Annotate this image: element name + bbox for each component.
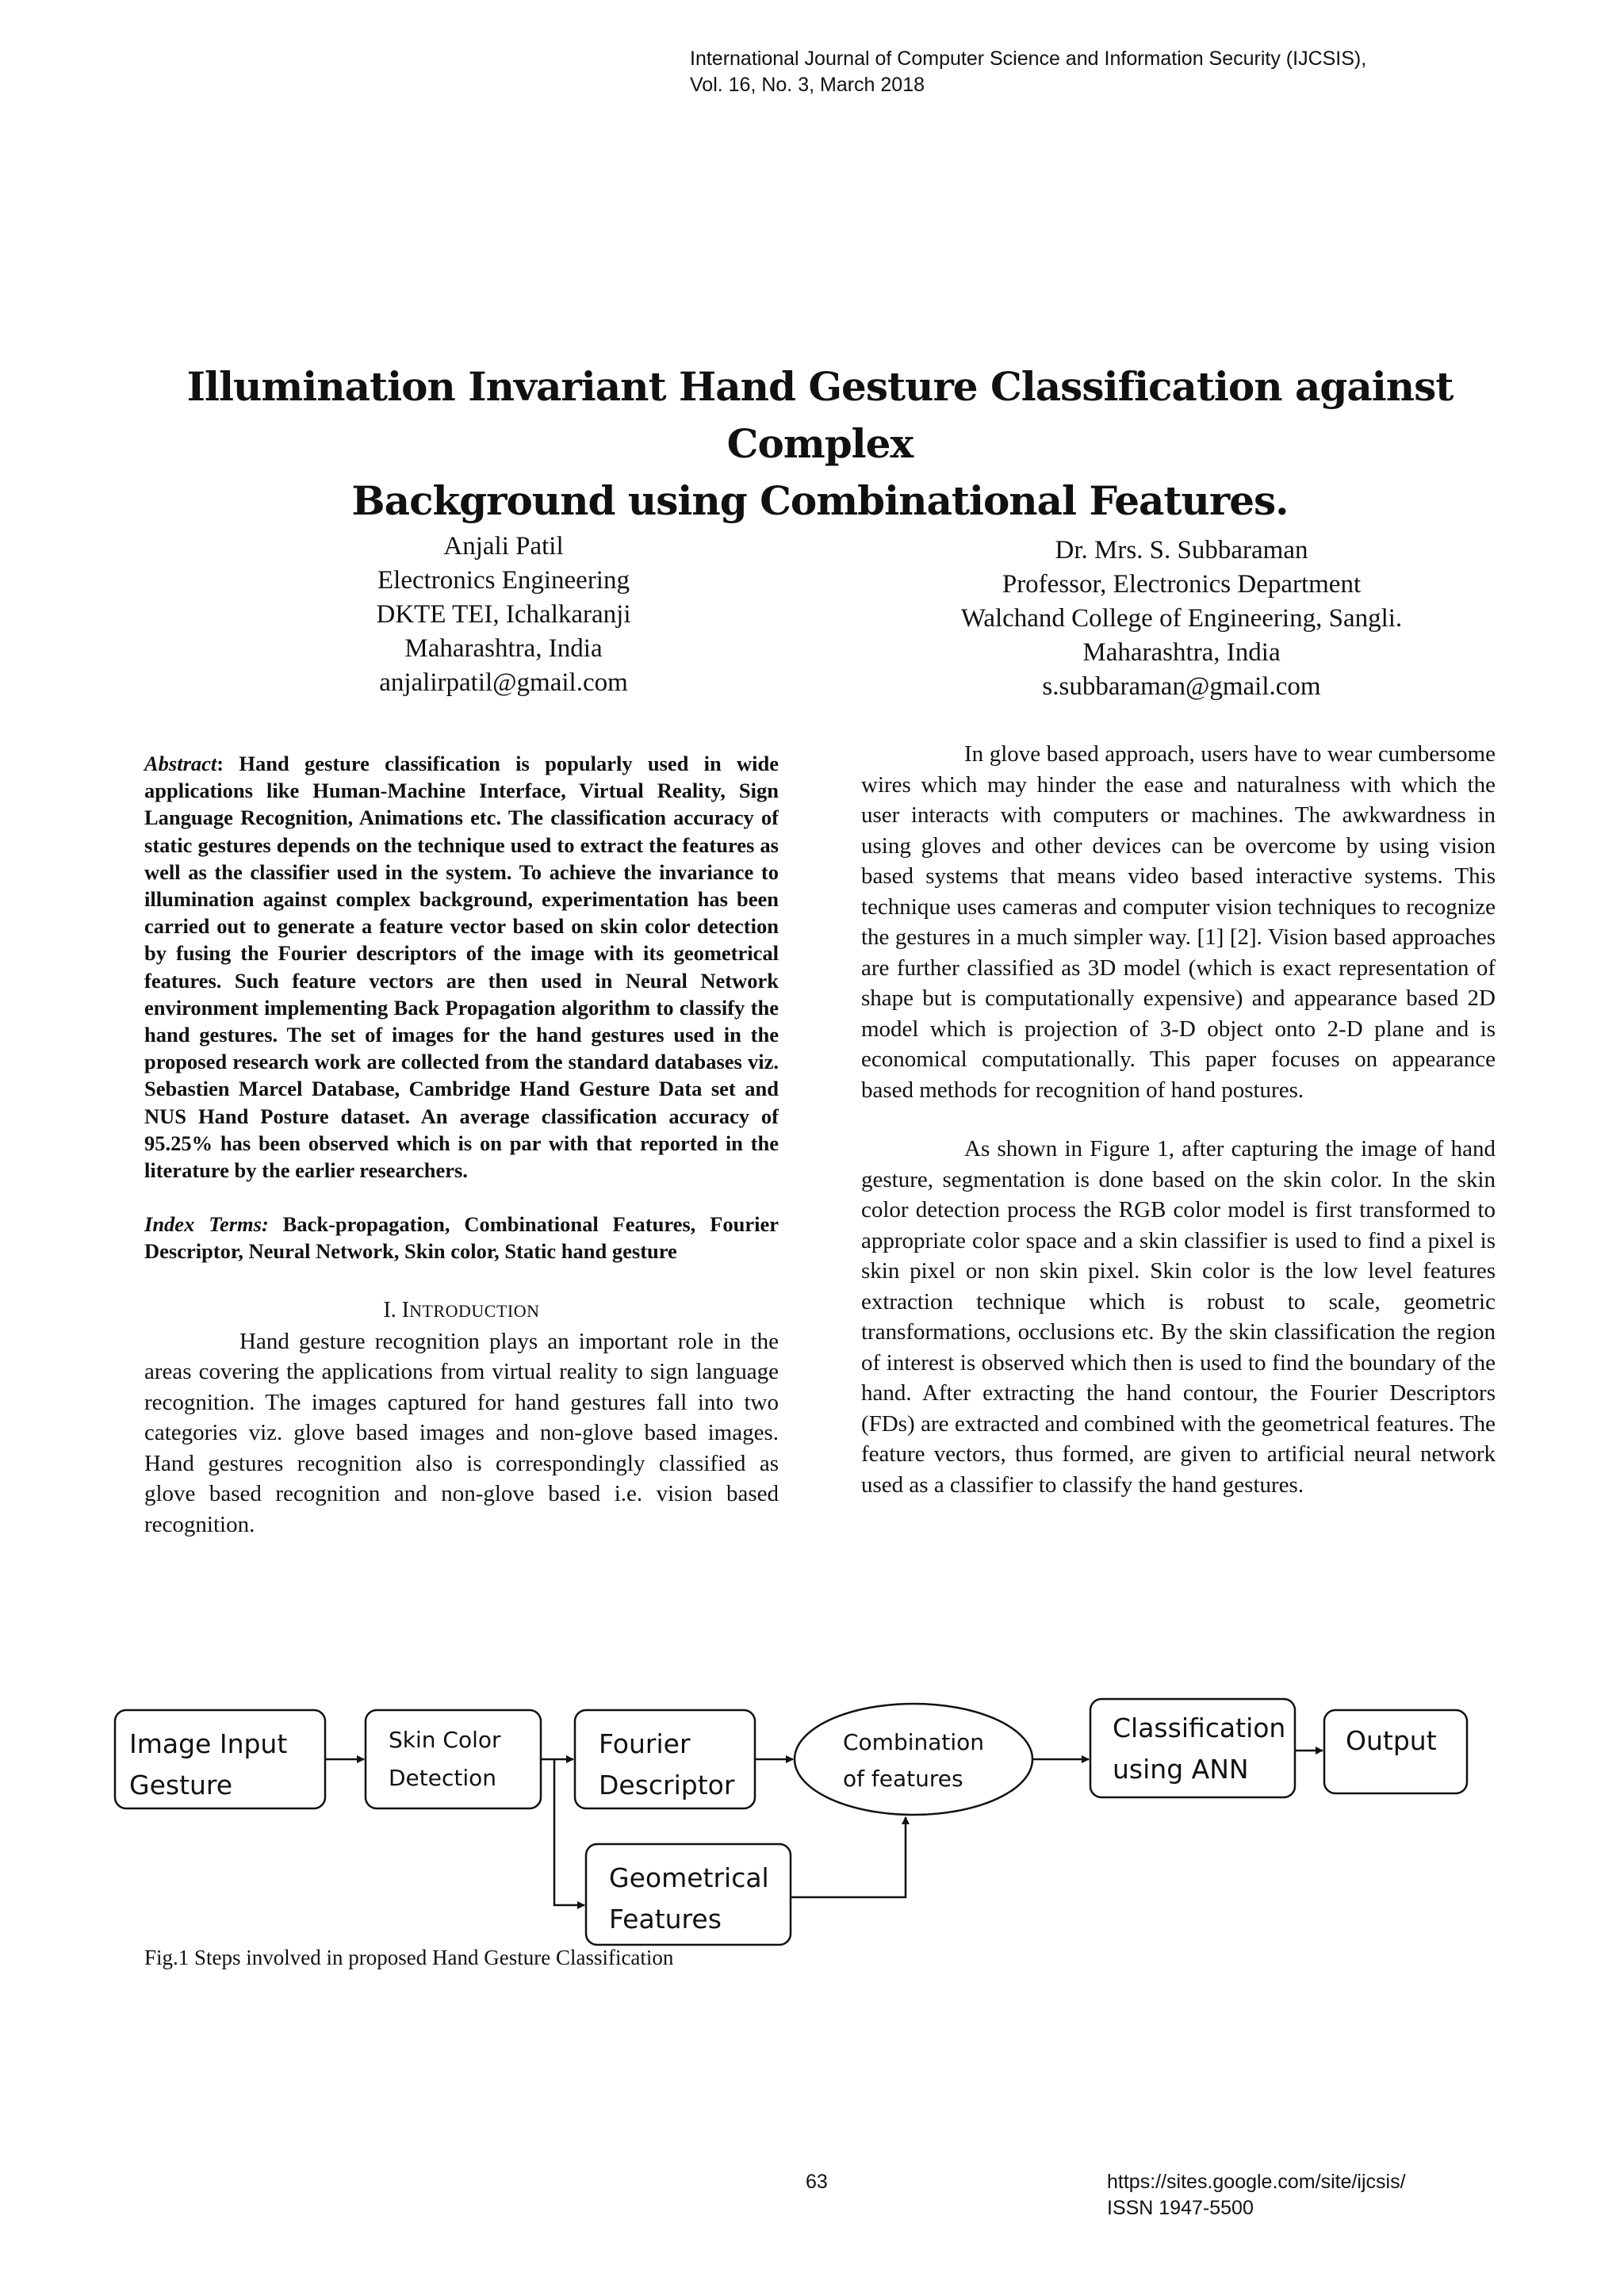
section-heading-introduction xyxy=(144,1295,779,1326)
edge-geometrical-combination xyxy=(791,1817,906,1897)
figure-caption: Fig.1 Steps involved in proposed Hand Gesture Classification xyxy=(144,1946,674,1969)
node-label: Geometrical xyxy=(609,1862,769,1893)
author-email: s.subbaraman@gmail.com xyxy=(1042,672,1321,701)
author-region: Maharashtra, India xyxy=(1082,638,1281,667)
author-name: Dr. Mrs. S. Subbaraman xyxy=(1055,536,1308,564)
node-label: Gesture xyxy=(129,1770,233,1800)
author-dept: Professor, Electronics Department xyxy=(1002,570,1362,599)
author-region: Maharashtra, India xyxy=(404,634,603,663)
body-paragraph-2: As shown in Figure 1, after capturing the image of hand gesture, segmentation is done based on the skin color. In the skin color detection process the RGB color model is first transformed to appropriate color space and a skin classifier is used to find a pixel is skin pixel or non skin pixel. Skin color is the low level features extraction technique which is robust to scale, geometric transformations, occlusions etc. By the skin classification the region of interest is observed which then is used to find the boundary of the hand. After extracting the hand contour, the Fourier Descriptors (FDs) are extracted and combined with the geometrical features. The feature vectors, thus formed, are given to artificial neural network used as a classifier to classify the hand gestures. xyxy=(861,1136,1496,1498)
abstract-text: Hand gesture classification is popularly used in wide applications like Human-Machine Interface, Virtual Reality, Sign Language Recognition, Animations etc. The classification accuracy of static gestures depends on the technique used to extract the features as well as the classifier used in the system. To achieve the invariance to illumination against complex background, experimentation has been carried out to generate a feature vector based on skin color detection by fusing the Fourier descriptors of the image with its geometrical features. Such feature vectors are then used in Neural Network environment implementing Back Propagation algorithm to classify the hand gestures. The set of images for the hand gestures used in the proposed research work are collected from the standard databases viz. Sebastien Marcel Database, Cambridge Hand Gesture Data set and NUS Hand Posture dataset. An average classification accuracy of 95.25% has been observed which is on par with that reported in the literature by the earlier researchers. xyxy=(144,752,779,1183)
node-label: Fourier xyxy=(599,1728,691,1759)
journal-name: International Journal of Computer Science and Information Security (IJCSIS), xyxy=(690,48,1367,70)
section-heading-rest: NTRODUCTION xyxy=(409,1300,540,1321)
journal-header xyxy=(690,46,1366,98)
abstract-sep: : xyxy=(216,752,224,775)
footer-right xyxy=(1107,2169,1406,2221)
node-label: using ANN xyxy=(1113,1754,1249,1785)
author-block-2 xyxy=(880,534,1483,704)
author-institution: DKTE TEI, Ichalkaranji xyxy=(376,600,631,629)
edge-skin-geometrical xyxy=(554,1759,584,1905)
node-skin-color xyxy=(366,1710,541,1808)
journal-volume: Vol. 16, No. 3, March 2018 xyxy=(690,74,925,96)
author-block-1 xyxy=(262,530,745,700)
flow-diagram xyxy=(103,1697,1499,1966)
node-label: Classification xyxy=(1113,1712,1286,1743)
node-label: Features xyxy=(609,1904,722,1934)
section-numeral: I. xyxy=(383,1297,402,1322)
node-label: Skin Color xyxy=(389,1727,501,1753)
intro-paragraph: Hand gesture recognition plays an important role in the areas covering the applications from virtual reality to sign language recognition. The images captured for hand gestures fall into two categories viz. glove based images and non-glove based images. Hand gestures recognition also is correspondingly classified as glove based recognition and non-glove based i.e. vision based recognition. xyxy=(144,1328,779,1537)
index-terms xyxy=(144,1211,779,1265)
title-line-1: Illumination Invariant Hand Gesture Classification against Complex xyxy=(186,363,1454,467)
index-terms-text: Back-propagation, Combinational Features, Fourier Descriptor, Neural Network, Skin color, Static hand gesture xyxy=(144,1212,779,1264)
body-paragraph-1: In glove based approach, users have to wear cumbersome wires which may hinder the ease and naturalness with which the user interacts with computers or machines. The awkwardness in using gloves and other devices can be overcome by using vision based systems that means video based interactive systems. This technique uses cameras and computer vision techniques to recognize the gestures in a much simpler way. [1] [2]. Vision based approaches are further classified as 3D model (which is exact representation of shape but is computationally expensive) and appearance based 2D model which is projection of 3-D object onto 2-D plane and is economical computationally. This paper focuses on appearance based methods for recognition of hand postures. xyxy=(861,741,1496,1103)
node-label: Output xyxy=(1346,1725,1437,1756)
author-name: Anjali Patil xyxy=(443,532,564,561)
node-combination xyxy=(795,1704,1032,1815)
author-dept: Electronics Engineering xyxy=(377,566,630,595)
abstract-label: Abstract xyxy=(144,752,217,775)
node-label: Detection xyxy=(389,1765,497,1791)
left-column xyxy=(144,750,779,1540)
author-institution: Walchand College of Engineering, Sangli. xyxy=(960,604,1403,633)
author-email: anjalirpatil@gmail.com xyxy=(379,668,628,697)
paper-title xyxy=(95,358,1545,530)
node-label: Descriptor xyxy=(599,1770,735,1800)
right-column xyxy=(861,739,1496,1500)
node-label: Image Input xyxy=(129,1728,288,1759)
page-number: 63 xyxy=(806,2171,828,2193)
node-label: Combination xyxy=(843,1729,985,1755)
node-label: of features xyxy=(843,1766,963,1792)
index-terms-label: Index Terms: xyxy=(144,1212,269,1237)
abstract xyxy=(144,750,779,1184)
title-line-2: Background using Combinational Features. xyxy=(351,477,1289,524)
journal-url: https://sites.google.com/site/ijcsis/ xyxy=(1107,2171,1406,2193)
section-heading-initial: I xyxy=(401,1297,410,1322)
issn: ISSN 1947-5500 xyxy=(1107,2197,1254,2219)
